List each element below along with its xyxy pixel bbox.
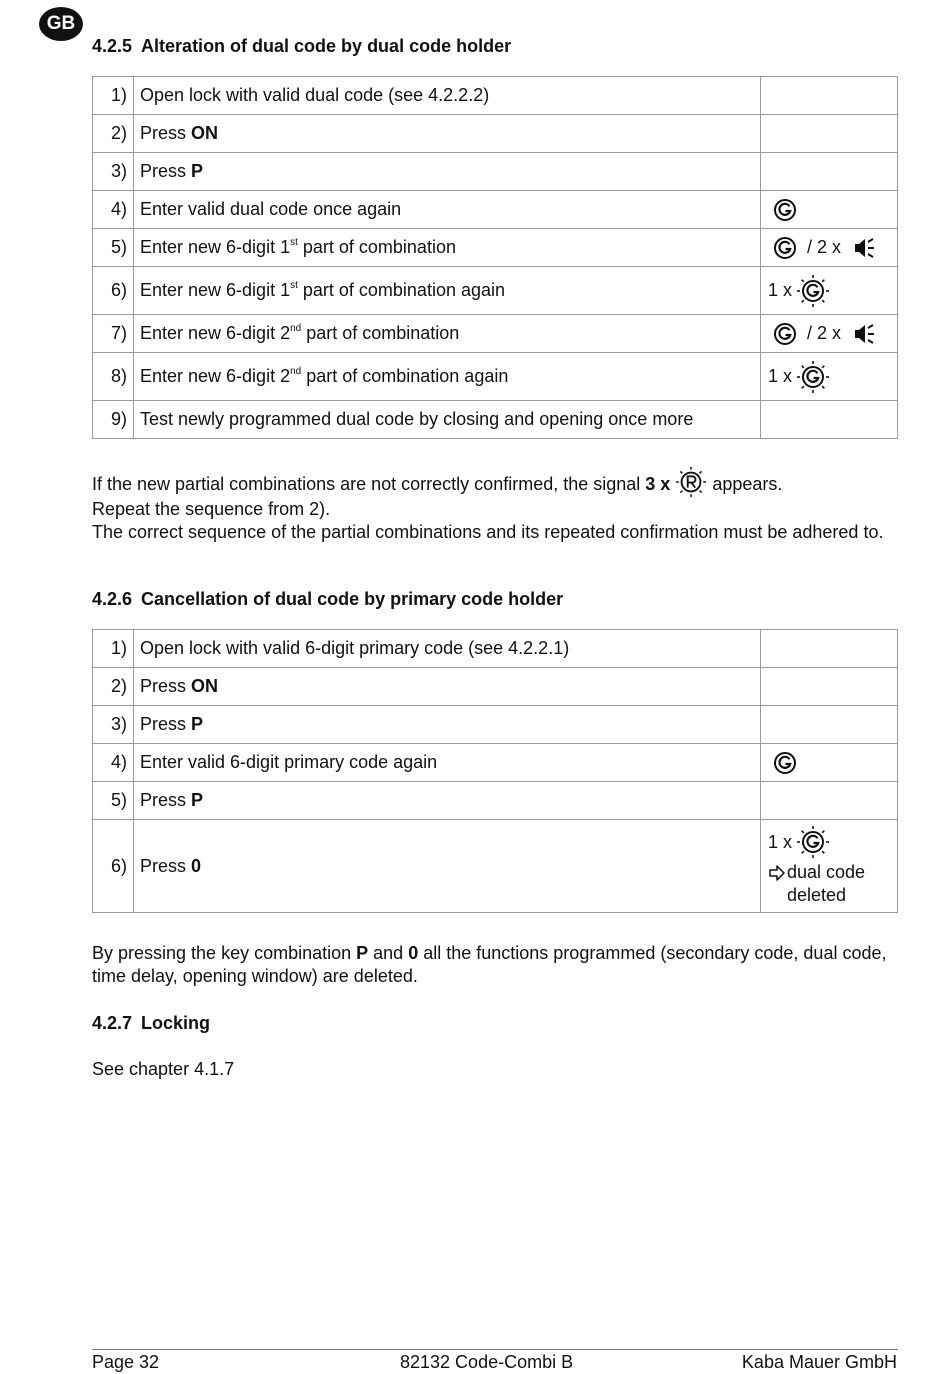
step-text: Enter new 6-digit 2nd part of combination xyxy=(134,315,761,353)
step-number: 2) xyxy=(93,668,134,706)
buzzer-icon xyxy=(853,237,877,259)
signal-cell xyxy=(761,115,898,153)
signal-cell xyxy=(761,668,898,706)
table-row xyxy=(93,191,898,229)
table-row xyxy=(93,229,898,267)
section-heading-4-2-6: 4.2.6 Cancellation of dual code by primary code holder xyxy=(92,589,564,609)
table-row xyxy=(93,668,898,706)
table-row xyxy=(93,782,898,820)
step-number: 3) xyxy=(93,153,134,191)
green-led-flash-icon xyxy=(796,825,830,859)
step-text: Press P xyxy=(134,706,761,744)
section-heading-4-2-5: 4.2.5 Alteration of dual code by dual code holder xyxy=(92,36,512,56)
table-row xyxy=(93,315,898,353)
footer-company: Kaba Mauer GmbH xyxy=(741,1352,897,1372)
step-text: Press 0 xyxy=(134,820,761,913)
step-text: Open lock with valid 6-digit primary code (see 4.2.2.1) xyxy=(134,630,761,668)
step-text: Enter valid 6-digit primary code again xyxy=(134,744,761,782)
step-number: 1) xyxy=(93,630,134,668)
signal-cell xyxy=(761,820,898,913)
signal-cell xyxy=(761,744,898,782)
signal-cell xyxy=(761,706,898,744)
footer-divider xyxy=(92,1349,898,1350)
step-number: 6) xyxy=(93,820,134,913)
signal-cell xyxy=(761,191,898,229)
step-text: Press P xyxy=(134,782,761,820)
signal-text: 1 x xyxy=(768,366,793,386)
language-badge: GB xyxy=(39,7,83,41)
signal-cell xyxy=(761,401,898,439)
signal-cell xyxy=(761,315,898,353)
signal-cell xyxy=(761,782,898,820)
step-number: 8) xyxy=(93,353,134,401)
signal-text: / 2 x xyxy=(807,323,842,343)
footer-page: Page 32 xyxy=(92,1352,160,1372)
arrow-right-icon xyxy=(768,864,786,882)
green-led-flash-icon xyxy=(796,360,830,394)
table-row xyxy=(93,77,898,115)
deleted-note: dual code deleted xyxy=(768,861,891,907)
signal-cell xyxy=(761,229,898,267)
step-text: Press ON xyxy=(134,668,761,706)
red-led-flash-icon xyxy=(675,466,707,498)
table-row xyxy=(93,630,898,668)
footer-document: 82132 Code-Combi B xyxy=(400,1352,574,1372)
green-led-icon xyxy=(773,322,797,346)
signal-cell xyxy=(761,267,898,315)
table-row xyxy=(93,115,898,153)
step-text: Press ON xyxy=(134,115,761,153)
table-row xyxy=(93,267,898,315)
green-led-flash-icon xyxy=(796,274,830,308)
green-led-icon xyxy=(773,751,797,775)
signal-text: 1 x xyxy=(768,831,793,852)
step-text: Open lock with valid dual code (see 4.2.2.2) xyxy=(134,77,761,115)
signal-cell xyxy=(761,153,898,191)
key-combination-note: By pressing the key combination P and 0 all the functions programmed (secondary code, dual code, time delay, opening window) are deleted. xyxy=(92,943,887,986)
step-text: Press P xyxy=(134,153,761,191)
step-text: Enter new 6-digit 1st part of combination xyxy=(134,229,761,267)
signal-cell xyxy=(761,353,898,401)
step-number: 9) xyxy=(93,401,134,439)
step-text: Enter valid dual code once again xyxy=(134,191,761,229)
step-number: 5) xyxy=(93,782,134,820)
step-number: 6) xyxy=(93,267,134,315)
signal-text: / 2 x xyxy=(807,237,842,257)
table-row xyxy=(93,744,898,782)
table-row xyxy=(93,706,898,744)
step-number: 5) xyxy=(93,229,134,267)
step-text: Enter new 6-digit 1st part of combination again xyxy=(134,267,761,315)
see-chapter-text: See chapter 4.1.7 xyxy=(92,1059,235,1079)
step-number: 3) xyxy=(93,706,134,744)
confirmation-note: If the new partial combinations are not correctly confirmed, the signal 3 x appears. Repeat the sequence from 2). The correct sequence of the partial combinations and its repeated confirmation must be adhered to. xyxy=(92,472,898,544)
signal-cell xyxy=(761,77,898,115)
step-number: 7) xyxy=(93,315,134,353)
buzzer-icon xyxy=(853,323,877,345)
table-row xyxy=(93,820,898,913)
green-led-icon xyxy=(773,198,797,222)
steps-table-alteration xyxy=(92,76,898,439)
step-number: 1) xyxy=(93,77,134,115)
step-number: 4) xyxy=(93,744,134,782)
step-text: Test newly programmed dual code by closing and opening once more xyxy=(134,401,761,439)
step-number: 2) xyxy=(93,115,134,153)
table-row xyxy=(93,401,898,439)
section-heading-4-2-7: 4.2.7 Locking xyxy=(92,1013,211,1033)
steps-table-cancellation xyxy=(92,629,898,913)
table-row xyxy=(93,353,898,401)
step-number: 4) xyxy=(93,191,134,229)
table-row xyxy=(93,153,898,191)
signal-text: 1 x xyxy=(768,280,793,300)
step-text: Enter new 6-digit 2nd part of combination again xyxy=(134,353,761,401)
green-led-icon xyxy=(773,236,797,260)
signal-cell xyxy=(761,630,898,668)
